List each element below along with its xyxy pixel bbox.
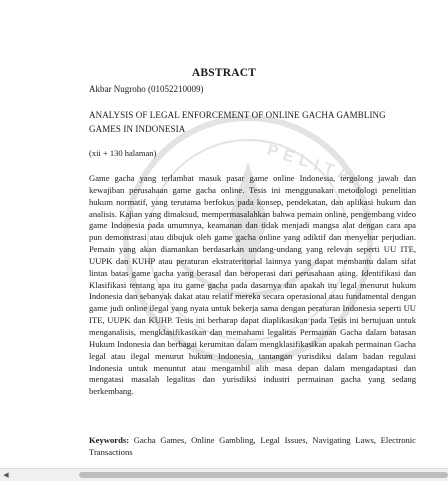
triangle-left-icon[interactable]: ◀ bbox=[3, 471, 9, 479]
horizontal-scrollbar[interactable] bbox=[0, 468, 448, 481]
keywords-text: Gacha Games, Online Gambling, Legal Issues, Navigating Laws, Electronic Transactions bbox=[89, 435, 416, 457]
svg-text:PELITA: PELITA bbox=[264, 141, 358, 187]
author-line: Akbar Nugroho (01052210009) bbox=[89, 84, 204, 94]
keywords-line bbox=[89, 434, 416, 458]
abstract-body: Game gacha yang terlambat masuk pasar game online Indonesia, tergolong jawab dan kewajiban perusahaan game gacha online. Tesis ini menggunakan metodologi penelitian hukum normatif, yang terutama berfokus pada konsep, pendekatan, dan aplikasi hukum dan analisis. Kajian yang dimaksud, mempermasalahkan bahwa pemain online, pengembang video game Indonesia pada umumnya, keamanan dan tidak menjadi mangsa alat dengan cara apa pun demonstrasi atau dibujuk oleh game gacha online yang adiktif dan menyebar perjudian. Pemain yang akan diamankan berdasarkan undang-undang yang relevan seperti UU ITE, UUPK dan KUHP atau peraturan ekstrateritorial lainnya yang dapat membantu dalam sifat lintas batas game gacha yang berasal dan beroperasi dari perusahaan asing. Identifikasi dan Klasifikasi tentang apa itu game gacha pada dasarnya dan apakah itu legal menurut hukum Indonesia dan sebanyak dakat atau relatif mereka secara operasional atau fundamental dengan game judi online ilegal yang nyata untuk bekerja sama dengan peraturan Indonesia seperti UU ITE, UUPK dan KUHP. Tesis ini berharap dapat diaplikasikan pada Tesis ini bertujuan untuk menganalisis, mengklasifikasikan dan memahami legalitas Permainan Gacha dalam batasan Hukum Indonesia dan berbagai kerumitan dalam mengklasifikasikan apakah permainan Gacha legal atau ilegal menurut hukum Indonesia, tantangan yurisdiksi dalam badan regulasi Indonesia untuk menuntut atau mengambil alih masa depan dalam mengadaptasi dan mengatasi masalah legalitas dan yurisdiksi industri permainan gacha yang sedang berkembang. bbox=[89, 173, 416, 397]
scrollbar-thumb[interactable] bbox=[79, 472, 448, 478]
abstract-heading: ABSTRACT bbox=[191, 67, 257, 79]
thesis-title: ANALYSIS OF LEGAL ENFORCEMENT OF ONLINE GACHA GAMBLING GAMES IN INDONESIA bbox=[89, 110, 386, 134]
keywords-label: Keywords: bbox=[89, 435, 130, 445]
page-count: (xii + 130 halaman) bbox=[89, 148, 157, 158]
